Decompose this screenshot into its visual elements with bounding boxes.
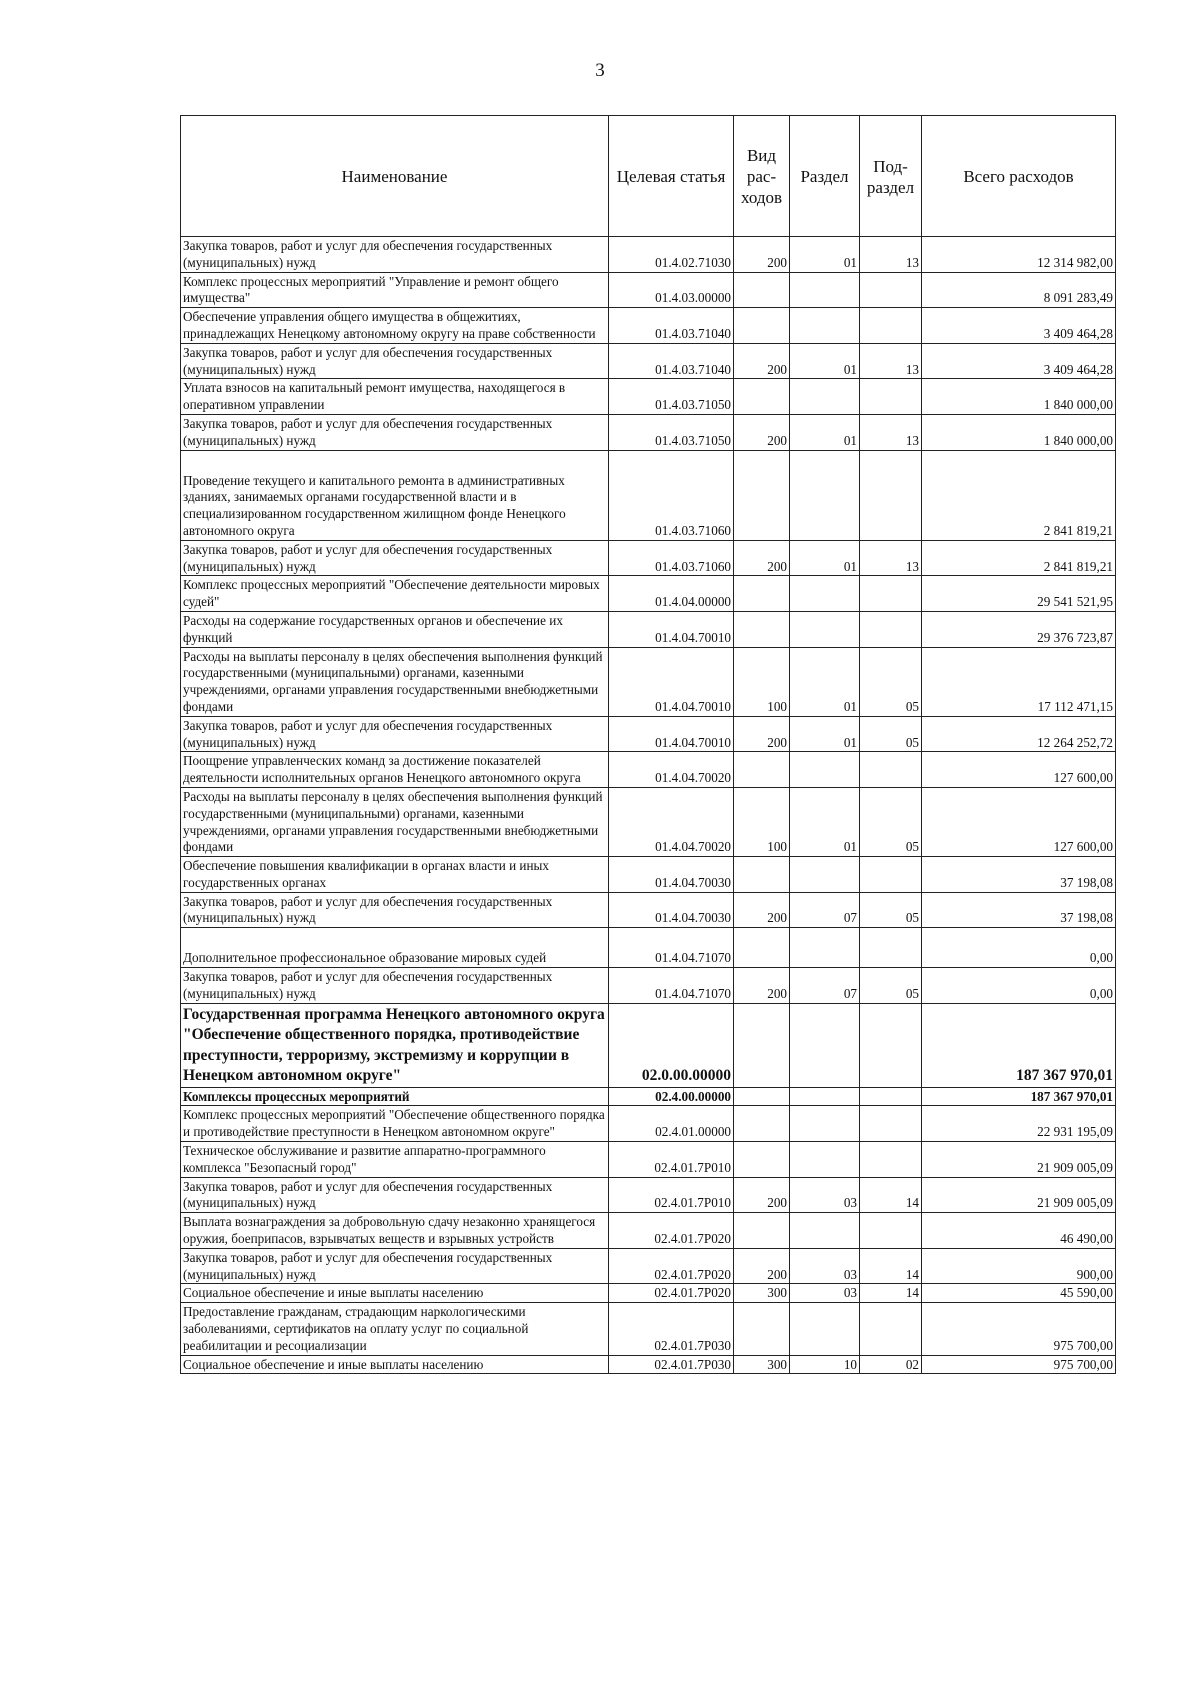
cell-vid <box>734 272 790 308</box>
table-row <box>181 928 1116 968</box>
cell-name: Закупка товаров, работ и услуг для обеспечения государственных (муниципальных) нужд <box>181 540 609 576</box>
table-row <box>181 1142 1116 1178</box>
cell-name: Закупка товаров, работ и услуг для обеспечения государственных (муниципальных) нужд <box>181 1177 609 1213</box>
cell-vid: 200 <box>734 716 790 752</box>
cell-total: 17 112 471,15 <box>922 647 1116 716</box>
cell-podrazdel: 05 <box>860 787 922 856</box>
cell-name: Уплата взносов на капитальный ремонт имущества, находящегося в оперативном управлении <box>181 379 609 415</box>
cell-total: 3 409 464,28 <box>922 308 1116 344</box>
table-row <box>181 752 1116 788</box>
header-podrazdel: Под- раздел <box>860 116 922 237</box>
cell-podrazdel: 02 <box>860 1355 922 1374</box>
cell-vid: 200 <box>734 540 790 576</box>
table-row <box>181 716 1116 752</box>
cell-target: 02.4.00.00000 <box>609 1087 734 1106</box>
header-vid: Вид рас- ходов <box>734 116 790 237</box>
cell-total: 127 600,00 <box>922 752 1116 788</box>
table-row <box>181 414 1116 450</box>
cell-total: 187 367 970,01 <box>922 1087 1116 1106</box>
cell-razdel <box>790 1087 860 1106</box>
cell-name: Государственная программа Ненецкого автономного округа "Обеспечение общественного порядка, противодействие преступности, терроризму, экстремизму и коррупции в Ненецком автономном округе" <box>181 1003 609 1087</box>
cell-vid: 300 <box>734 1284 790 1303</box>
cell-name: Социальное обеспечение и иные выплаты населению <box>181 1284 609 1303</box>
table-row <box>181 343 1116 379</box>
cell-name: Предоставление гражданам, страдающим наркологическими заболеваниями, сертификатов на оплату услуг по социальной реабилитации и ресоциализации <box>181 1303 609 1355</box>
cell-name: Закупка товаров, работ и услуг для обеспечения государственных (муниципальных) нужд <box>181 968 609 1004</box>
cell-total: 187 367 970,01 <box>922 1003 1116 1087</box>
cell-total: 900,00 <box>922 1248 1116 1284</box>
header-razdel: Раздел <box>790 116 860 237</box>
cell-razdel <box>790 379 860 415</box>
cell-name: Закупка товаров, работ и услуг для обеспечения государственных (муниципальных) нужд <box>181 716 609 752</box>
table-row <box>181 272 1116 308</box>
cell-podrazdel <box>860 1303 922 1355</box>
cell-razdel: 01 <box>790 237 860 273</box>
cell-podrazdel: 13 <box>860 343 922 379</box>
cell-razdel: 01 <box>790 414 860 450</box>
cell-razdel <box>790 1213 860 1249</box>
table-row <box>181 1284 1116 1303</box>
cell-razdel <box>790 611 860 647</box>
cell-target: 01.4.03.71060 <box>609 540 734 576</box>
table-row <box>181 1003 1116 1087</box>
cell-vid: 200 <box>734 892 790 928</box>
cell-target: 01.4.04.70010 <box>609 611 734 647</box>
cell-target: 02.4.01.7Р020 <box>609 1213 734 1249</box>
table-row <box>181 308 1116 344</box>
cell-target: 01.4.04.71070 <box>609 928 734 968</box>
cell-podrazdel: 14 <box>860 1177 922 1213</box>
cell-target: 02.4.01.7Р010 <box>609 1142 734 1178</box>
cell-total: 0,00 <box>922 968 1116 1004</box>
cell-vid <box>734 1106 790 1142</box>
cell-razdel <box>790 928 860 968</box>
cell-name: Дополнительное профессиональное образование мировых судей <box>181 928 609 968</box>
cell-podrazdel: 05 <box>860 647 922 716</box>
cell-podrazdel <box>860 308 922 344</box>
cell-name: Комплекс процессных мероприятий "Обеспечение общественного порядка и противодействие преступности в Ненецком автономном округе" <box>181 1106 609 1142</box>
cell-vid <box>734 857 790 893</box>
cell-name: Комплекс процессных мероприятий "Управление и ремонт общего имущества" <box>181 272 609 308</box>
cell-razdel <box>790 576 860 612</box>
cell-razdel: 01 <box>790 647 860 716</box>
cell-name: Закупка товаров, работ и услуг для обеспечения государственных (муниципальных) нужд <box>181 892 609 928</box>
cell-podrazdel: 14 <box>860 1284 922 1303</box>
cell-target: 01.4.02.71030 <box>609 237 734 273</box>
cell-total: 0,00 <box>922 928 1116 968</box>
cell-name: Социальное обеспечение и иные выплаты населению <box>181 1355 609 1374</box>
cell-name: Закупка товаров, работ и услуг для обеспечения государственных (муниципальных) нужд <box>181 237 609 273</box>
cell-vid <box>734 1087 790 1106</box>
cell-podrazdel <box>860 1003 922 1087</box>
cell-razdel: 03 <box>790 1284 860 1303</box>
cell-total: 8 091 283,49 <box>922 272 1116 308</box>
cell-total: 1 840 000,00 <box>922 379 1116 415</box>
cell-target: 01.4.04.70010 <box>609 647 734 716</box>
table-row <box>181 968 1116 1004</box>
cell-total: 37 198,08 <box>922 892 1116 928</box>
cell-vid: 100 <box>734 787 790 856</box>
cell-total: 29 541 521,95 <box>922 576 1116 612</box>
cell-vid: 200 <box>734 237 790 273</box>
cell-podrazdel: 13 <box>860 540 922 576</box>
cell-total: 1 840 000,00 <box>922 414 1116 450</box>
cell-razdel: 03 <box>790 1177 860 1213</box>
cell-vid <box>734 576 790 612</box>
cell-target: 01.4.03.71050 <box>609 414 734 450</box>
budget-table <box>180 115 1116 1374</box>
cell-razdel: 03 <box>790 1248 860 1284</box>
cell-target: 01.4.04.70020 <box>609 752 734 788</box>
cell-total: 46 490,00 <box>922 1213 1116 1249</box>
cell-target: 01.4.04.70030 <box>609 857 734 893</box>
cell-podrazdel <box>860 272 922 308</box>
cell-vid <box>734 1303 790 1355</box>
cell-name: Закупка товаров, работ и услуг для обеспечения государственных (муниципальных) нужд <box>181 414 609 450</box>
cell-vid: 200 <box>734 414 790 450</box>
cell-target: 01.4.03.71050 <box>609 379 734 415</box>
cell-target: 02.4.01.7Р030 <box>609 1303 734 1355</box>
table-row <box>181 540 1116 576</box>
cell-target: 02.4.01.7Р020 <box>609 1284 734 1303</box>
cell-razdel: 01 <box>790 716 860 752</box>
table-row <box>181 611 1116 647</box>
cell-razdel <box>790 1303 860 1355</box>
cell-podrazdel: 05 <box>860 716 922 752</box>
cell-target: 01.4.04.70030 <box>609 892 734 928</box>
cell-target: 01.4.04.00000 <box>609 576 734 612</box>
cell-total: 127 600,00 <box>922 787 1116 856</box>
table-row <box>181 1248 1116 1284</box>
cell-vid <box>734 1003 790 1087</box>
cell-podrazdel: 13 <box>860 414 922 450</box>
cell-total: 29 376 723,87 <box>922 611 1116 647</box>
cell-vid <box>734 611 790 647</box>
cell-total: 22 931 195,09 <box>922 1106 1116 1142</box>
cell-vid: 100 <box>734 647 790 716</box>
cell-podrazdel <box>860 1142 922 1178</box>
cell-razdel <box>790 272 860 308</box>
cell-total: 21 909 005,09 <box>922 1177 1116 1213</box>
cell-name: Закупка товаров, работ и услуг для обеспечения государственных (муниципальных) нужд <box>181 343 609 379</box>
cell-target: 01.4.03.00000 <box>609 272 734 308</box>
table-row <box>181 1087 1116 1106</box>
cell-vid: 200 <box>734 1177 790 1213</box>
cell-total: 45 590,00 <box>922 1284 1116 1303</box>
header-total: Всего расходов <box>922 116 1116 237</box>
cell-razdel: 07 <box>790 968 860 1004</box>
cell-name: Выплата вознаграждения за добровольную сдачу незаконно хранящегося оружия, боеприпасов, взрывчатых веществ и взрывных устройств <box>181 1213 609 1249</box>
cell-total: 12 314 982,00 <box>922 237 1116 273</box>
cell-razdel: 10 <box>790 1355 860 1374</box>
cell-target: 01.4.03.71040 <box>609 343 734 379</box>
table-row <box>181 450 1116 540</box>
cell-total: 975 700,00 <box>922 1303 1116 1355</box>
cell-podrazdel <box>860 1087 922 1106</box>
cell-name: Закупка товаров, работ и услуг для обеспечения государственных (муниципальных) нужд <box>181 1248 609 1284</box>
cell-target: 02.4.01.00000 <box>609 1106 734 1142</box>
table-row <box>181 379 1116 415</box>
cell-total: 3 409 464,28 <box>922 343 1116 379</box>
cell-razdel: 07 <box>790 892 860 928</box>
cell-podrazdel <box>860 379 922 415</box>
cell-razdel <box>790 308 860 344</box>
cell-target: 02.4.01.7Р030 <box>609 1355 734 1374</box>
cell-target: 01.4.04.70010 <box>609 716 734 752</box>
table-row <box>181 1303 1116 1355</box>
header-target: Целевая статья <box>609 116 734 237</box>
table-row <box>181 647 1116 716</box>
table-row <box>181 787 1116 856</box>
cell-vid <box>734 450 790 540</box>
cell-podrazdel <box>860 857 922 893</box>
cell-total: 975 700,00 <box>922 1355 1116 1374</box>
cell-razdel <box>790 857 860 893</box>
cell-name: Техническое обслуживание и развитие аппаратно-программного комплекса "Безопасный город" <box>181 1142 609 1178</box>
cell-podrazdel <box>860 576 922 612</box>
cell-podrazdel <box>860 752 922 788</box>
cell-razdel <box>790 1003 860 1087</box>
table-row <box>181 1106 1116 1142</box>
cell-podrazdel <box>860 450 922 540</box>
table-row <box>181 892 1116 928</box>
cell-target: 02.4.01.7Р010 <box>609 1177 734 1213</box>
table-header-row <box>181 116 1116 237</box>
cell-razdel <box>790 450 860 540</box>
table-row <box>181 1213 1116 1249</box>
cell-total: 21 909 005,09 <box>922 1142 1116 1178</box>
table-row <box>181 576 1116 612</box>
cell-name: Обеспечение управления общего имущества в общежитиях, принадлежащих Ненецкому автономному округу на праве собственности <box>181 308 609 344</box>
cell-name: Проведение текущего и капитального ремонта в административных зданиях, занимаемых органами государственной власти и в специализированном государственном жилищном фонде Ненецкого автономного округа <box>181 450 609 540</box>
cell-target: 01.4.04.71070 <box>609 968 734 1004</box>
cell-total: 2 841 819,21 <box>922 450 1116 540</box>
header-name: Наименование <box>181 116 609 237</box>
cell-vid: 300 <box>734 1355 790 1374</box>
cell-name: Расходы на выплаты персоналу в целях обеспечения выполнения функций государственными (муниципальными) органами, казенными учреждениями, органами управления государственными внебюджетными фондами <box>181 787 609 856</box>
cell-podrazdel: 14 <box>860 1248 922 1284</box>
cell-podrazdel: 05 <box>860 968 922 1004</box>
page-number: 3 <box>595 60 605 81</box>
table-row <box>181 857 1116 893</box>
cell-name: Расходы на содержание государственных органов и обеспечение их функций <box>181 611 609 647</box>
cell-razdel: 01 <box>790 787 860 856</box>
cell-total: 12 264 252,72 <box>922 716 1116 752</box>
cell-vid <box>734 1213 790 1249</box>
cell-podrazdel: 13 <box>860 237 922 273</box>
cell-podrazdel: 05 <box>860 892 922 928</box>
cell-name: Комплекс процессных мероприятий "Обеспечение деятельности мировых судей" <box>181 576 609 612</box>
cell-razdel: 01 <box>790 343 860 379</box>
cell-razdel <box>790 1106 860 1142</box>
cell-name: Поощрение управленческих команд за достижение показателей деятельности исполнительных органов Ненецкого автономного округа <box>181 752 609 788</box>
cell-vid <box>734 1142 790 1178</box>
cell-vid <box>734 752 790 788</box>
cell-vid: 200 <box>734 968 790 1004</box>
table-row <box>181 1177 1116 1213</box>
cell-vid <box>734 928 790 968</box>
cell-razdel <box>790 752 860 788</box>
cell-target: 01.4.04.70020 <box>609 787 734 856</box>
cell-podrazdel <box>860 611 922 647</box>
cell-vid: 200 <box>734 343 790 379</box>
cell-vid <box>734 379 790 415</box>
cell-target: 01.4.03.71060 <box>609 450 734 540</box>
cell-total: 37 198,08 <box>922 857 1116 893</box>
cell-vid <box>734 308 790 344</box>
cell-name: Расходы на выплаты персоналу в целях обеспечения выполнения функций государственными (муниципальными) органами, казенными учреждениями, органами управления государственными внебюджетными фондами <box>181 647 609 716</box>
table-row <box>181 1355 1116 1374</box>
cell-razdel: 01 <box>790 540 860 576</box>
cell-name: Обеспечение повышения квалификации в органах власти и иных государственных органах <box>181 857 609 893</box>
cell-podrazdel <box>860 928 922 968</box>
cell-target: 01.4.03.71040 <box>609 308 734 344</box>
cell-podrazdel <box>860 1213 922 1249</box>
cell-podrazdel <box>860 1106 922 1142</box>
cell-target: 02.0.00.00000 <box>609 1003 734 1087</box>
cell-target: 02.4.01.7Р020 <box>609 1248 734 1284</box>
table-body <box>181 237 1116 1374</box>
cell-razdel <box>790 1142 860 1178</box>
cell-total: 2 841 819,21 <box>922 540 1116 576</box>
table-row <box>181 237 1116 273</box>
cell-vid: 200 <box>734 1248 790 1284</box>
cell-name: Комплексы процессных мероприятий <box>181 1087 609 1106</box>
